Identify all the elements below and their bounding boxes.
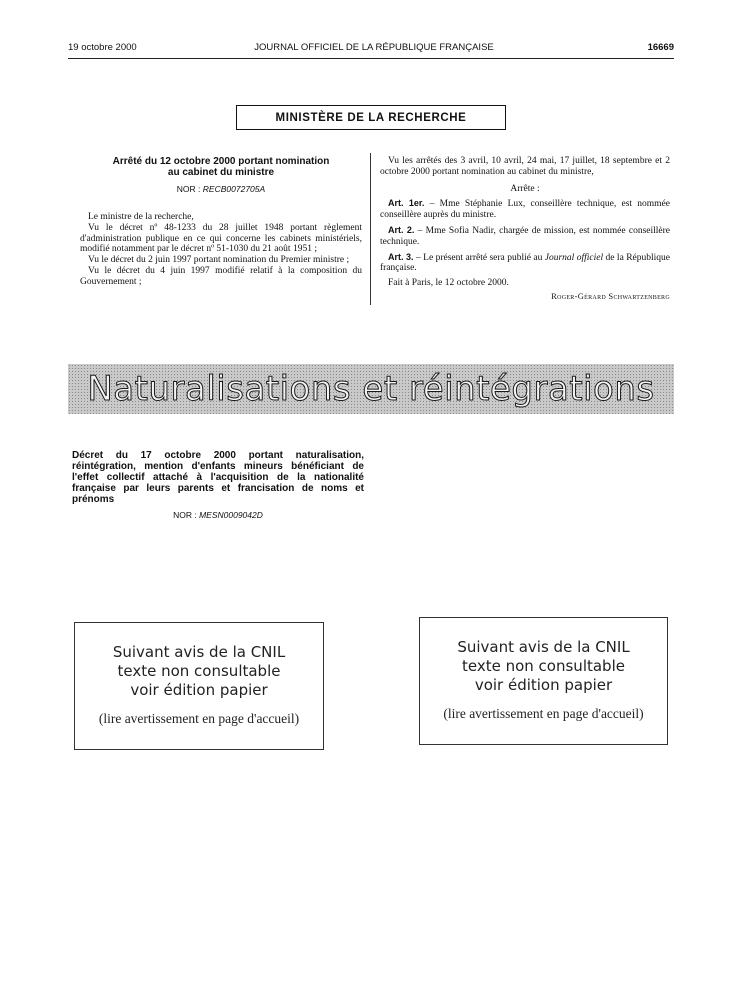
cnil-line-1: Suivant avis de la CNIL <box>112 643 286 661</box>
cnil-line-1: Suivant avis de la CNIL <box>457 638 630 656</box>
arrete-right-column <box>380 156 670 302</box>
arrete-visas <box>80 212 362 288</box>
journal-officiel-italic: Journal officiel <box>544 252 604 263</box>
ministry-title: MINISTÈRE DE LA RECHERCHE <box>275 111 467 124</box>
article-3-text: – Le présent arrêté sera publié au <box>413 252 545 263</box>
cnil-notice-box-left <box>74 622 324 750</box>
arrete-title <box>80 156 362 178</box>
section-banner-title: Naturalisations et réintégrations <box>87 369 655 409</box>
arrete-visa: Vu les arrêtés des 3 avril, 10 avril, 24 mai, 17 juillet, 18 septembre et 2 octobre 2000 portant nomination au cabinet du ministre, <box>380 156 670 177</box>
cnil-notice-box-right <box>419 617 668 745</box>
article-3-text-end: de la République française. <box>380 252 671 274</box>
ministry-heading-box <box>236 105 506 130</box>
page-number: 16669 <box>647 42 674 53</box>
arrete-left-column <box>80 156 362 288</box>
article-1-label: Art. 1er. <box>388 198 425 209</box>
arrete-title-line-2: au cabinet du ministre <box>167 167 275 178</box>
arrete-word: Arrête : <box>510 183 540 194</box>
arrete-visa: Vu le décret du 4 juin 1997 modifié relatif à la composition du Gouvernement ; <box>80 265 362 287</box>
arrete-visa: Vu le décret nº 48-1233 du 28 juillet 1948 portant règlement d'administration publique en ce qui concerne les cabinets ministériels, modifié notamment par le décret nº 51-1030 du 21 août 1951 ; <box>80 222 362 255</box>
article-2-text: – Mme Sofia Nadir, chargée de mission, est nommée conseillère technique. <box>380 225 671 247</box>
decret-title: Décret du 17 octobre 2000 portant naturalisation, réintégration, mention d'enfants mineurs bénéficiant de l'effet collectif attaché à l'acquisition de la nationalité française par leurs parents et francisation de noms et prénoms <box>72 450 364 505</box>
decret-block <box>72 450 364 520</box>
column-divider <box>370 153 371 305</box>
decret-nor <box>72 510 364 520</box>
cnil-line-2: texte non consultable <box>117 662 281 680</box>
arrete-intro: Le ministre de la recherche, <box>88 212 194 222</box>
article-2 <box>380 225 670 248</box>
cnil-line-3: voir édition papier <box>130 681 268 699</box>
cnil-line-3: voir édition papier <box>474 676 613 694</box>
header-rule <box>68 58 674 59</box>
signature: Roger-Gérard Schwartzenberg <box>551 290 670 301</box>
nor-code: MESN0009042D <box>199 510 263 520</box>
nor-label: NOR : <box>173 510 197 520</box>
article-3-label: Art. 3. <box>388 251 414 262</box>
journal-title: JOURNAL OFFICIEL DE LA RÉPUBLIQUE FRANÇAISE <box>254 42 494 53</box>
arrete-title-line-1: Arrêté du 12 octobre 2000 portant nomination <box>112 156 330 167</box>
done-at-paris: Fait à Paris, le 12 octobre 2000. <box>388 278 509 289</box>
article-3 <box>380 252 670 275</box>
nor-code: RECB0072705A <box>202 184 266 194</box>
article-2-label: Art. 2. <box>388 224 415 235</box>
article-1-text: – Mme Stéphanie Lux, conseillère technique, est nommée conseillère auprès du ministre. <box>380 199 670 221</box>
nor-label: NOR : <box>176 184 201 194</box>
cnil-note: (lire avertissement en page d'accueil) <box>443 706 644 721</box>
arrete-visa: Vu le décret du 2 juin 1997 portant nomination du Premier ministre ; <box>88 255 350 266</box>
article-1 <box>380 198 670 221</box>
cnil-line-2: texte non consultable <box>462 657 625 675</box>
section-banner <box>68 364 674 414</box>
cnil-note: (lire avertissement en page d'accueil) <box>98 711 300 726</box>
arrete-nor <box>80 184 362 194</box>
header-date: 19 octobre 2000 <box>68 42 137 53</box>
